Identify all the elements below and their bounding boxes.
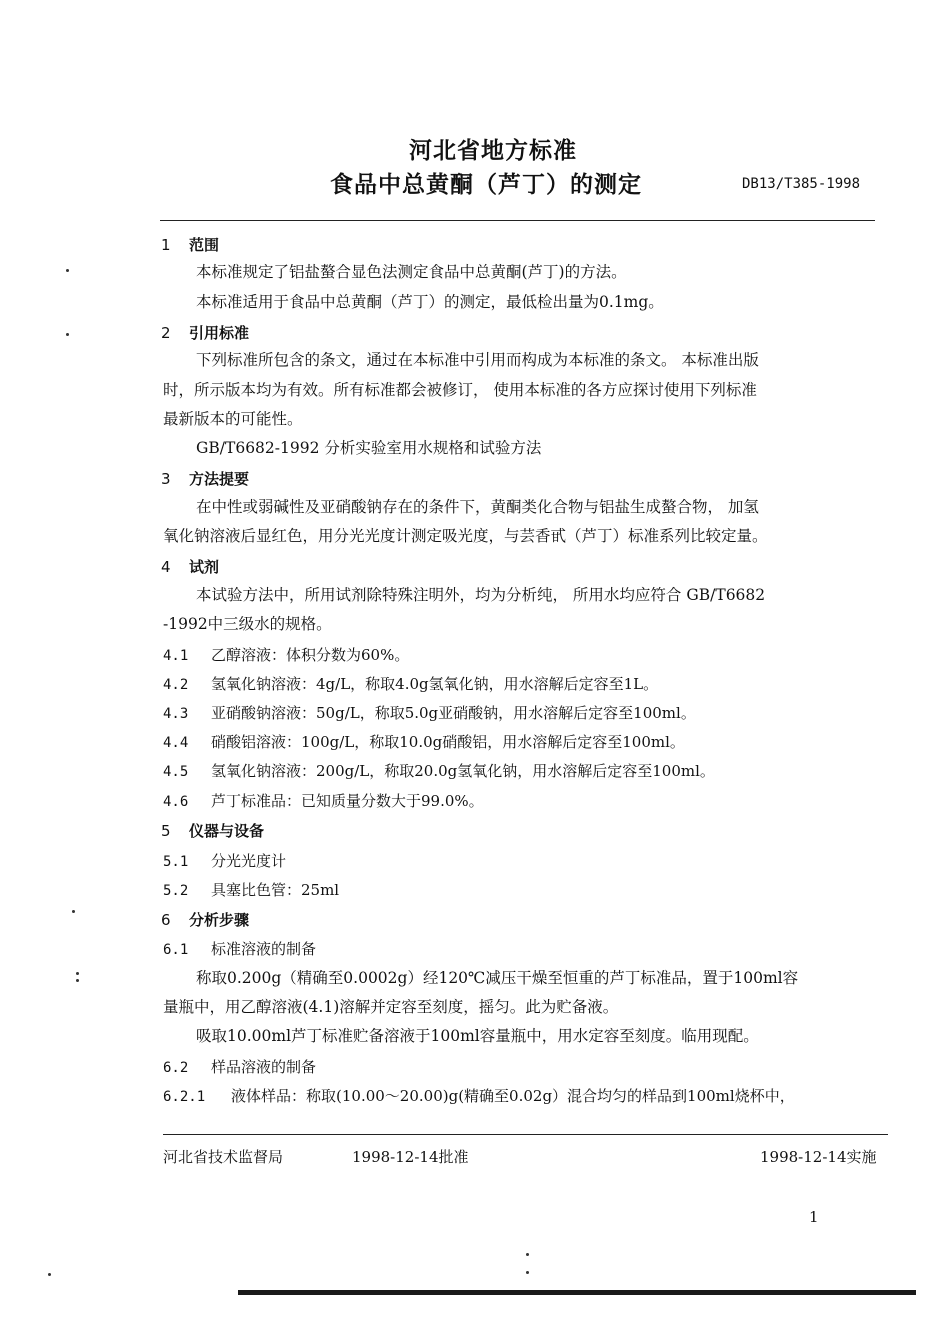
subsection-item bbox=[163, 1085, 795, 1106]
item-text: 乙醇溶液：体积分数为60%。 bbox=[211, 646, 410, 664]
item-text: 芦丁标准品：已知质量分数大于99.0%。 bbox=[211, 792, 484, 810]
paragraph-line: 量瓶中，用乙醇溶液(4.1)溶解并定容至刻度，摇匀。此为贮备液。 bbox=[163, 998, 619, 1016]
page-number: 1 bbox=[809, 1208, 819, 1226]
list-item bbox=[163, 790, 484, 811]
paragraph: 本标准适用于食品中总黄酮（芦丁）的测定，最低检出量为0.1mg。 bbox=[196, 293, 664, 311]
item-text: 样品溶液的制备 bbox=[211, 1058, 317, 1076]
document-title: 食品中总黄酮（芦丁）的测定 bbox=[330, 172, 642, 198]
section-title: 方法提要 bbox=[189, 470, 250, 488]
list-item bbox=[163, 731, 685, 752]
subsection-heading bbox=[163, 1056, 316, 1077]
paragraph-line: 在中性或弱碱性及亚硝酸钠存在的条件下，黄酮类化合物与铝盐生成螯合物， 加氢 bbox=[196, 498, 759, 516]
paragraph-line: 氧化钠溶液后显红色，用分光光度计测定吸光度，与芸香甙（芦丁）标准系列比较定量。 bbox=[163, 527, 768, 545]
item-number: 4.4 bbox=[163, 735, 189, 751]
section-title: 试剂 bbox=[189, 558, 220, 576]
item-text: 标准溶液的制备 bbox=[211, 940, 317, 958]
item-number: 4.6 bbox=[163, 794, 189, 810]
effective-date: 1998-12-14实施 bbox=[760, 1148, 877, 1166]
item-text: 硝酸铝溶液：100g/L，称取10.0g硝酸铝，用水溶解后定容至100ml。 bbox=[211, 733, 685, 751]
scan-speck bbox=[76, 979, 79, 982]
paragraph-line: 下列标准所包含的条文，通过在本标准中引用而构成为本标准的条文。 本标准出版 bbox=[196, 351, 759, 369]
section-title: 分析步骤 bbox=[189, 911, 250, 929]
section-3-heading bbox=[161, 468, 249, 489]
list-item bbox=[163, 850, 286, 871]
header-divider bbox=[160, 220, 875, 221]
scan-speck bbox=[526, 1271, 529, 1274]
section-title: 范围 bbox=[189, 236, 220, 254]
item-number: 4.2 bbox=[163, 677, 189, 693]
section-title: 引用标准 bbox=[189, 324, 250, 342]
paragraph-line: 最新版本的可能性。 bbox=[163, 410, 303, 428]
paragraph: 吸取10.00ml芦丁标准贮备溶液于100ml容量瓶中，用水定容至刻度。临用现配。 bbox=[196, 1027, 759, 1045]
list-item bbox=[163, 644, 409, 665]
reference-entry: GB/T6682-1992 分析实验室用水规格和试验方法 bbox=[196, 439, 542, 457]
list-item bbox=[163, 879, 339, 900]
section-number: 3 bbox=[161, 470, 171, 488]
subsection-heading bbox=[163, 938, 316, 959]
item-number: 6.2.1 bbox=[163, 1089, 206, 1105]
item-number: 4.5 bbox=[163, 764, 189, 780]
item-text: 具塞比色管：25ml bbox=[211, 881, 340, 899]
scan-speck bbox=[48, 1273, 51, 1276]
standard-title: 河北省地方标准 bbox=[409, 138, 577, 164]
scan-speck bbox=[72, 910, 75, 913]
item-number: 5.1 bbox=[163, 854, 189, 870]
list-item bbox=[163, 760, 715, 781]
item-number: 5.2 bbox=[163, 883, 189, 899]
standard-code: DB13/T385-1998 bbox=[742, 176, 861, 192]
paragraph-line: 时，所示版本均为有效。所有标准都会被修订， 使用本标准的各方应探讨使用下列标准 bbox=[163, 381, 757, 399]
scan-edge-bar bbox=[238, 1290, 916, 1295]
paragraph-line: 本试验方法中，所用试剂除特殊注明外，均为分析纯， 所用水均应符合 GB/T6682 bbox=[196, 586, 766, 604]
section-number: 1 bbox=[161, 236, 171, 254]
scan-speck bbox=[76, 972, 79, 975]
section-number: 5 bbox=[161, 822, 171, 840]
section-1-heading bbox=[161, 234, 219, 255]
item-number: 4.1 bbox=[163, 648, 189, 664]
paragraph-line: -1992中三级水的规格。 bbox=[163, 615, 332, 633]
approval-date: 1998-12-14批准 bbox=[352, 1148, 469, 1166]
item-number: 6.2 bbox=[163, 1060, 189, 1076]
scan-speck bbox=[526, 1253, 529, 1256]
item-text: 分光光度计 bbox=[211, 852, 287, 870]
item-number: 6.1 bbox=[163, 942, 189, 958]
item-text: 液体样品：称取(10.00～20.00)g(精确至0.02g）混合均匀的样品到100ml烧杯中， bbox=[231, 1087, 795, 1105]
list-item bbox=[163, 702, 696, 723]
paragraph: 本标准规定了铝盐螯合显色法测定食品中总黄酮(芦丁)的方法。 bbox=[196, 263, 627, 281]
item-number: 4.3 bbox=[163, 706, 189, 722]
section-number: 2 bbox=[161, 324, 171, 342]
item-text: 氢氧化钠溶液：4g/L，称取4.0g氢氧化钠，用水溶解后定容至1L。 bbox=[211, 675, 659, 693]
section-number: 6 bbox=[161, 911, 171, 929]
scan-speck bbox=[66, 333, 69, 336]
item-text: 亚硝酸钠溶液：50g/L，称取5.0g亚硝酸钠，用水溶解后定容至100ml。 bbox=[211, 704, 696, 722]
item-text: 氢氧化钠溶液：200g/L，称取20.0g氢氧化钠，用水溶解后定容至100ml。 bbox=[211, 762, 715, 780]
section-6-heading bbox=[161, 909, 249, 930]
footer-divider bbox=[163, 1134, 888, 1135]
section-5-heading bbox=[161, 820, 264, 841]
section-2-heading bbox=[161, 322, 249, 343]
list-item bbox=[163, 673, 658, 694]
section-number: 4 bbox=[161, 558, 171, 576]
paragraph-line: 称取0.200g（精确至0.0002g）经120℃减压干燥至恒重的芦丁标准品，置于100ml容 bbox=[196, 969, 799, 987]
issuer: 河北省技术监督局 bbox=[163, 1148, 284, 1166]
section-title: 仪器与设备 bbox=[189, 822, 265, 840]
scan-speck bbox=[66, 269, 69, 272]
section-4-heading bbox=[161, 556, 219, 577]
